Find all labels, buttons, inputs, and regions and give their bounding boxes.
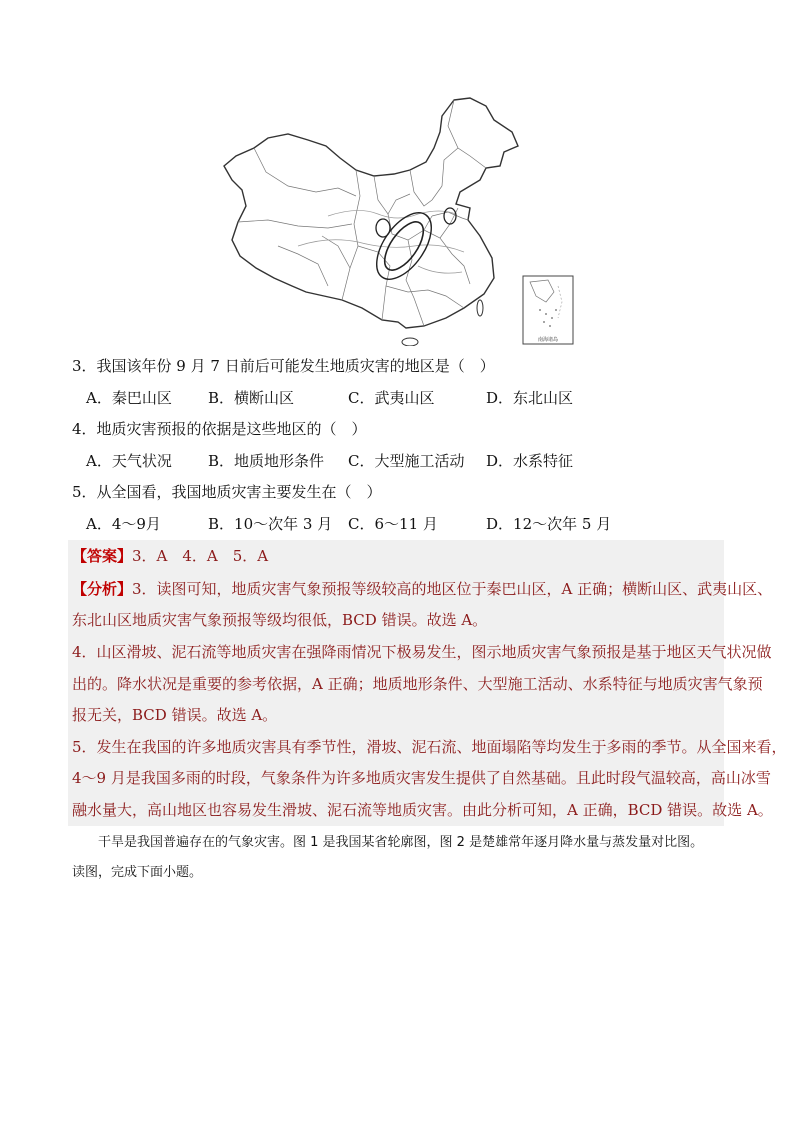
analysis-line: 报无关，BCD 错误。故选 A。 — [72, 706, 278, 724]
answer-tag: 【答案】 — [72, 547, 133, 565]
q5-option-d: D．12～次年 5 月 — [486, 515, 612, 533]
q5-option-a: A．4～9月 — [86, 515, 161, 533]
question-3-stem: 3．我国该年份 9 月 7 日前后可能发生地质灾害的地区是（ ） — [72, 357, 495, 375]
q3-option-b: B．横断山区 — [208, 389, 295, 407]
answer-line — [72, 546, 268, 566]
analysis-line: 4．山区滑坡、泥石流等地质灾害在强降雨情况下极易发生，图示地质灾害气象预报是基于地区天气状况做 — [72, 643, 772, 661]
question-5-stem: 5．从全国看，我国地质灾害主要发生在（ ） — [72, 483, 382, 501]
q4-option-d: D．水系特征 — [486, 452, 574, 470]
intro-line: 干旱是我国普遍存在的气象灾害。图 1 是我国某省轮廓图，图 2 是楚雄常年逐月降水量与蒸发量对比图。 — [72, 835, 704, 850]
q5-option-b: B．10～次年 3 月 — [208, 515, 333, 533]
q4-option-b: B．地质地形条件 — [208, 452, 325, 470]
south-china-sea-inset — [523, 276, 573, 344]
hainan-island — [402, 338, 418, 346]
analysis-line: 出的。降水状况是重要的参考依据，A 正确；地质地形条件、大型施工活动、水系特征与地质灾害气象预 — [72, 675, 763, 693]
province-borders — [238, 100, 486, 326]
analysis-line — [72, 579, 772, 599]
intro-line: 读图，完成下面小题。 — [72, 865, 203, 880]
analysis-line: 东北山区地质灾害气象预报等级均很低，BCD 错误。故选 A。 — [72, 611, 488, 629]
inset-label: 南海诸岛 — [538, 337, 559, 343]
analysis-text: 3．读图可知，地质灾害气象预报等级较高的地区位于秦巴山区，A 正确；横断山区、武夷山区、 — [132, 580, 773, 598]
q5-option-c: C．6～11 月 — [348, 515, 438, 533]
answer-text: 3．A 4．A 5．A — [132, 547, 269, 565]
q4-option-a: A．天气状况 — [86, 452, 172, 470]
q4-option-c: C．大型施工活动 — [348, 452, 465, 470]
analysis-line: 融水量大，高山地区也容易发生滑坡、泥石流等地质灾害。由此分析可知，A 正确，BCD 错误。故选 A。 — [72, 801, 773, 819]
q3-option-a: A．秦巴山区 — [86, 389, 172, 407]
china-map-figure — [218, 96, 580, 346]
taiwan-island — [477, 300, 483, 316]
china-outline — [224, 98, 518, 328]
analysis-line: 5．发生在我国的许多地质灾害具有季节性，滑坡、泥石流、地面塌陷等均发生于多雨的季节。从全国来看， — [72, 738, 787, 756]
q3-option-d: D．东北山区 — [486, 389, 574, 407]
analysis-line: 4～9 月是我国多雨的时段，气象条件为许多地质灾害发生提供了自然基础。且此时段气温较高，高山冰雪 — [72, 769, 771, 787]
analysis-tag: 【分析】 — [72, 580, 133, 598]
q3-option-c: C．武夷山区 — [348, 389, 435, 407]
question-4-stem: 4．地质灾害预报的依据是这些地区的（ ） — [72, 420, 367, 438]
